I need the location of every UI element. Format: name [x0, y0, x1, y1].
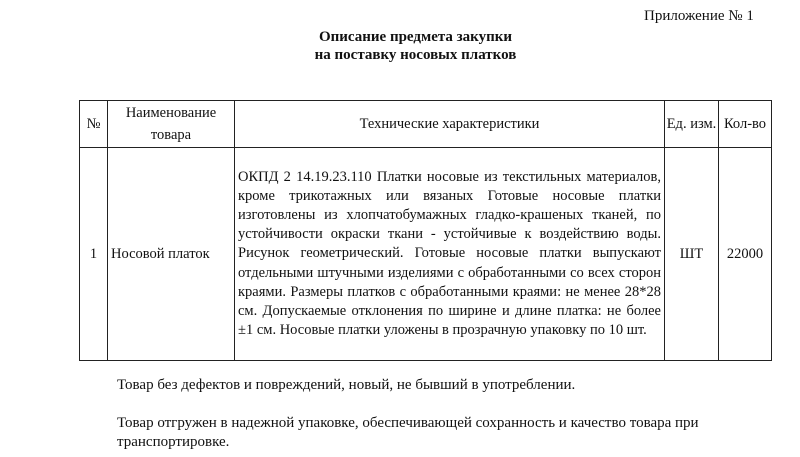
header-name: Наименование товара — [108, 101, 235, 148]
header-num: № — [80, 101, 108, 148]
appendix-label: Приложение № 1 — [644, 8, 754, 24]
row-spec: ОКПД 2 14.19.23.110 Платки носовые из текстильных материалов, кроме трикотажных или вязаных Готовые носовые платки изготовлены из хлопчатобумажных гладко-крашеных тканей, по устойчивости окраски ткани - устойчивые к воздействию воды. Рисунок геометрический. Готовые носовые платки выпускают отдельными штучными изделиями с обработанными со всех сторон краями. Размеры платков с обработанными краями: не менее 28*28 см. Допускаемые отклонения по ширине и длине платка: не более ±1 см. Носовые платки уложены в прозрачную упаковку по 10 шт. — [235, 148, 665, 361]
header-qty: Кол-во — [719, 101, 772, 148]
row-unit: ШТ — [665, 148, 719, 361]
header-spec: Технические характеристики — [235, 101, 665, 148]
specification-table — [79, 100, 772, 361]
row-name: Носовой платок — [108, 148, 235, 361]
header-unit: Ед. изм. — [665, 101, 719, 148]
table-row — [80, 148, 772, 361]
title-line-1: Описание предмета закупки — [318, 29, 513, 45]
document-title — [0, 28, 800, 64]
paragraph-condition: Товар без дефектов и повреждений, новый, не бывший в употреблении. — [117, 377, 576, 393]
table-header-row — [80, 101, 772, 148]
row-qty: 22000 — [719, 148, 772, 361]
paragraph-packaging: Товар отгружен в надежной упаковке, обеспечивающей сохранность и качество товара при транспортировке. — [117, 415, 699, 450]
row-num: 1 — [80, 148, 108, 361]
title-line-2: на поставку носовых платков — [314, 47, 517, 63]
